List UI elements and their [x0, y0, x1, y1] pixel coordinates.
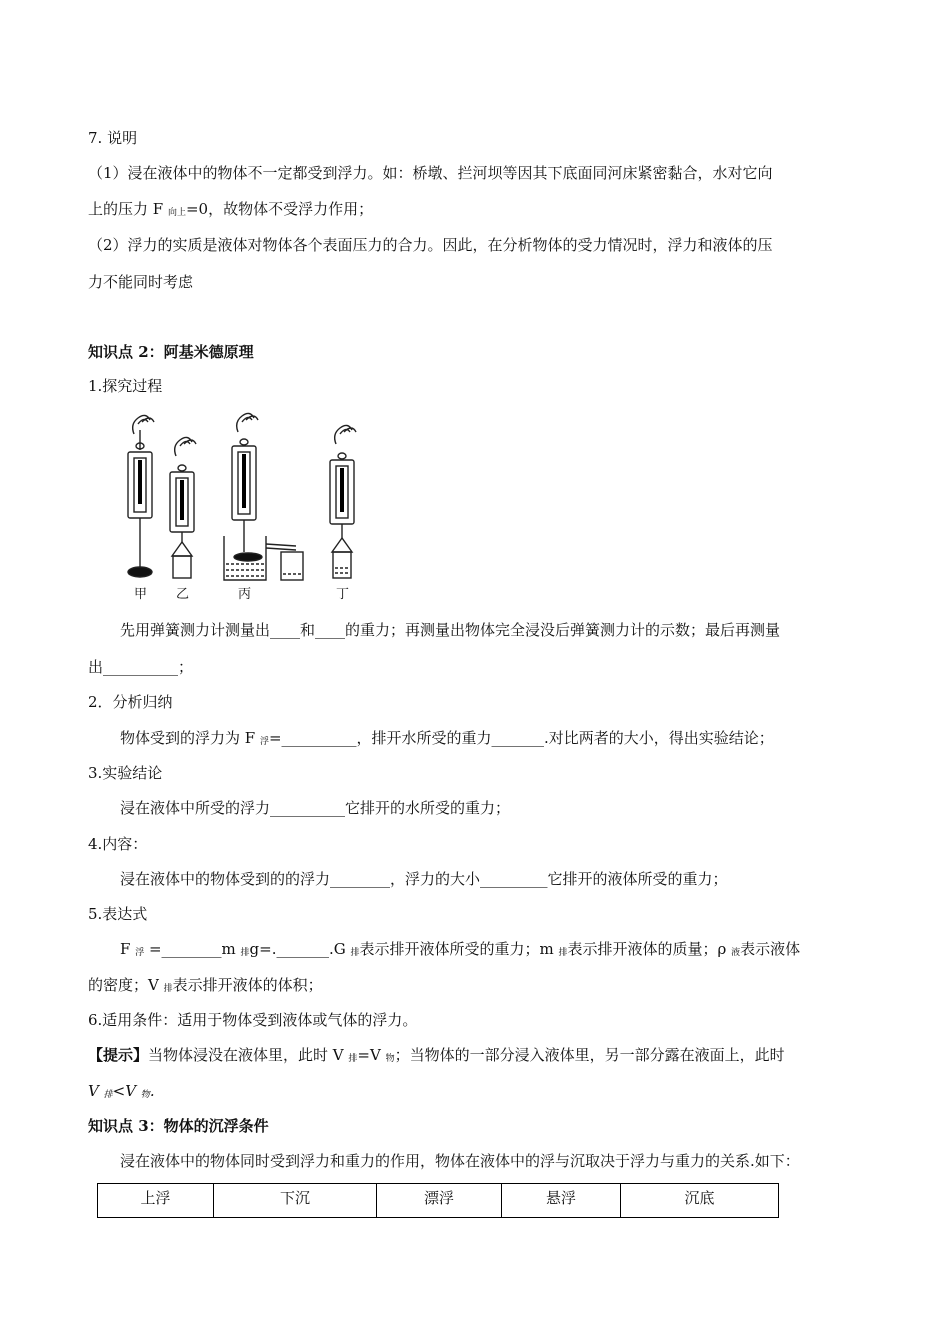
section-7-p2-line1: （2）浮力的实质是液体对物体各个表面压力的合力。因此，在分析物体的受力情况时，浮力和液体的压: [88, 236, 773, 254]
table-header-cell: 悬浮: [502, 1184, 621, 1218]
label-yi: 乙: [176, 587, 190, 602]
kp2-s1-title: 1.探究过程: [88, 377, 163, 395]
kp2-s2-title: 2．分析归纳: [88, 693, 173, 711]
spring-scale-diagram: [118, 412, 378, 608]
sink-float-table: [97, 1183, 779, 1218]
kp2-s5-title: 5.表达式: [88, 905, 148, 923]
kp3-heading: 知识点 3：物体的沉浮条件: [88, 1117, 269, 1135]
kp2-s4-text: 浸在液体中的物体受到的的浮力________，浮力的大小_________它排开的液体所受的重力；: [120, 870, 728, 888]
tip-label: 【提示】: [88, 1046, 149, 1064]
kp2-tip-line1: 【提示】当物体浸没在液体里，此时 V 排=V 物；当物体的一部分浸入液体里，另一部分露在液面上，此时: [88, 1046, 785, 1064]
kp2-heading: 知识点 2：阿基米德原理: [88, 343, 254, 361]
kp2-s6-text: 6.适用条件：适用于物体受到液体或气体的浮力。: [88, 1011, 418, 1029]
kp2-tip-line2: V 排<V 物.: [88, 1082, 155, 1100]
kp2-s4-title: 4.内容：: [88, 835, 148, 853]
scale-jia: [128, 415, 154, 577]
scale-ding: [330, 425, 356, 578]
section-7-title: 7. 说明: [88, 129, 138, 147]
section-7-p2-line2: 力不能同时考虑: [88, 273, 194, 291]
label-ding: 丁: [336, 587, 350, 602]
kp3-intro: 浸在液体中的物体同时受到浮力和重力的作用，物体在液体中的浮与沉取决于浮力与重力的关系.如下：: [120, 1152, 800, 1170]
label-bing: 丙: [238, 587, 252, 602]
kp2-s5-formula: F 浮 =________m 排g=._______.G 排表示排开液体所受的重力；m 排表示排开液体的质量；ρ 液表示液体: [120, 940, 801, 958]
table-header-cell: 上浮: [98, 1184, 214, 1218]
kp2-s2-text: 物体受到的浮力为 F 浮=__________，排开水所受的重力_______.对比两者的大小，得出实验结论；: [120, 729, 774, 747]
kp2-s3-title: 3.实验结论: [88, 764, 163, 782]
kp2-s1-line1: 先用弹簧测力计测量出____和____的重力；再测量出物体完全浸没后弹簧测力计的示数；最后再测量: [120, 621, 781, 639]
kp2-s5-line2: 的密度；V 排表示排开液体的体积；: [88, 976, 323, 994]
table-header-cell: 漂浮: [377, 1184, 502, 1218]
kp2-s1-line2: 出__________；: [88, 658, 194, 676]
scale-yi: [170, 437, 196, 578]
section-7-p1-line1: （1）浸在液体中的物体不一定都受到浮力。如：桥墩、拦河坝等因其下底面同河床紧密黏合，水对它向: [88, 164, 773, 182]
label-jia: 甲: [134, 587, 148, 602]
table-header-cell: 下沉: [214, 1184, 377, 1218]
section-7-p1-line2: 上的压力 F 向上=0，故物体不受浮力作用；: [88, 200, 374, 218]
scale-bing: [224, 413, 303, 580]
kp2-s3-text: 浸在液体中所受的浮力__________它排开的水所受的重力；: [120, 799, 511, 817]
table-row: [98, 1184, 779, 1218]
experiment-figure: [118, 412, 378, 608]
table-header-cell: 沉底: [621, 1184, 779, 1218]
